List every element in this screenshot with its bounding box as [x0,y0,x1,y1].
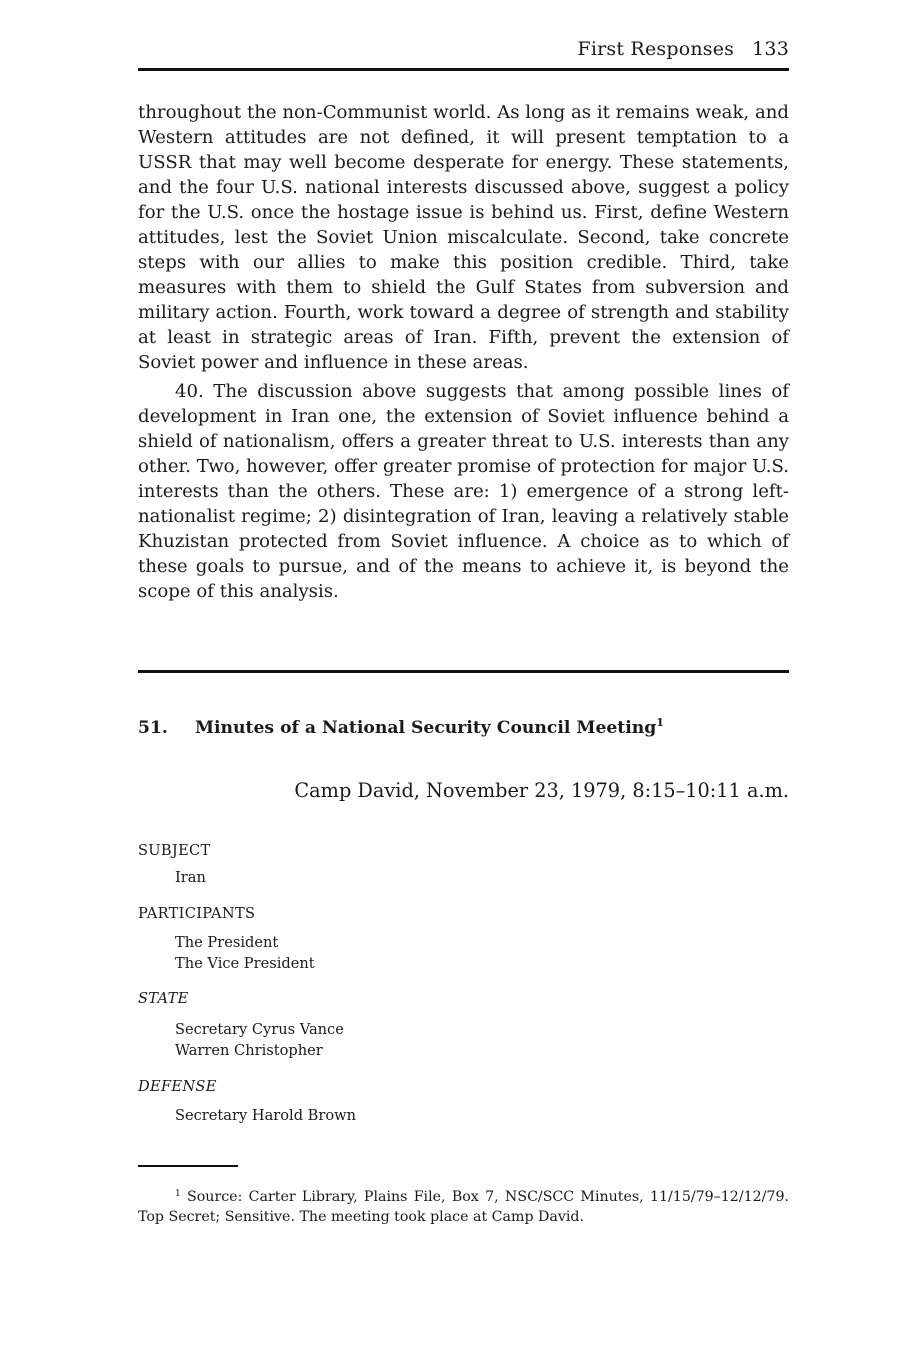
document-number: 51. [138,718,168,738]
body-text [138,100,789,604]
page-number: 133 [752,38,789,60]
section-rule [138,670,789,673]
participant: The President [175,934,279,951]
participant: The Vice President [175,955,315,972]
subject-label: SUBJECT [138,842,211,859]
header-rule [138,68,789,71]
participant: Warren Christopher [175,1042,323,1059]
running-head [577,38,789,60]
dateline: Camp David, November 23, 1979, 8:15–10:11 a.m. [294,779,789,802]
paragraph-continuation: throughout the non-Communist world. As long as it remains weak, and Western attitudes are not defined, it will present temptation to a USSR that may well become desperate for energy. These statements, and the four U.S. national interests discussed above, suggest a policy for the U.S. once the hostage issue is behind us. First, define Western attitudes, lest the Soviet Union miscalculate. Second, take concrete steps with our allies to make this position credible. Third, take measures with them to shield the Gulf States from subversion and military action. Fourth, work toward a degree of strength and stability at least in strategic areas of Iran. Fifth, prevent the extension of Soviet power and influence in these areas. [138,102,789,373]
participants-label: PARTICIPANTS [138,905,256,922]
footnote-text: Source: Carter Library, Plains File, Box 7, NSC/SCC Minutes, 11/15/79–12/12/79. Top Secret; Sensitive. The meeting took place at Camp David. [138,1189,789,1225]
paragraph-40: 40. The discussion above suggests that among possible lines of development in Iran one, the extension of Soviet influence behind a shield of nationalism, offers a greater threat to U.S. interests than any other. Two, however, offer greater promise of protection for major U.S. interests than the others. These are: 1) emergence of a strong left-nationalist regime; 2) disintegration of Iran, leaving a relatively stable Khuzistan protected from Soviet influence. A choice as to which of these goals to pursue, and of the means to achieve it, is beyond the scope of this analysis. [138,381,789,602]
subject-value: Iran [175,869,206,886]
footnote [138,1184,789,1227]
footnote-marker: 1 [175,1189,181,1199]
document-footnote-marker: 1 [656,716,664,729]
state-label: STATE [138,990,189,1007]
footnote-rule [138,1165,238,1167]
defense-label: DEFENSE [138,1078,217,1095]
document-heading [138,716,789,738]
participant: Secretary Harold Brown [175,1107,357,1124]
document-title: Minutes of a National Security Council Meeting [195,718,657,738]
participant: Secretary Cyrus Vance [175,1021,344,1038]
running-head-title: First Responses [577,38,735,60]
